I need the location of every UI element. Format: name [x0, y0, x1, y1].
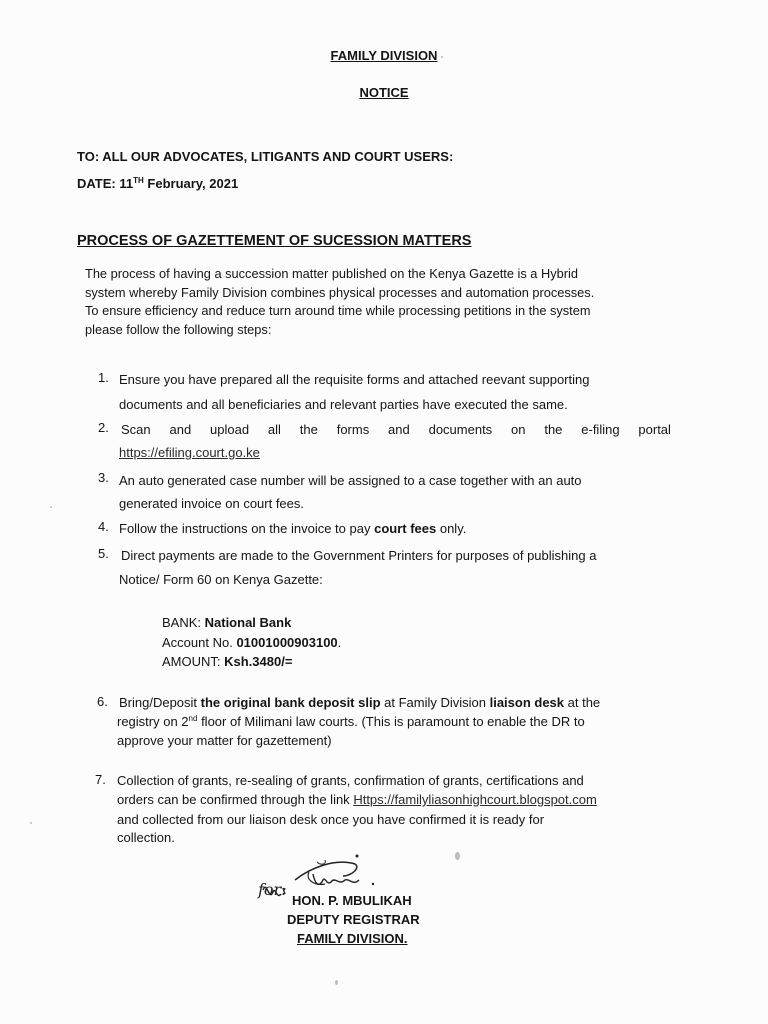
step-number: 3. — [98, 470, 109, 485]
step-6-text: at Family Division — [380, 695, 490, 710]
intro-line: To ensure efficiency and reduce turn around time while processing petitions in the system — [85, 303, 591, 318]
intro-paragraph — [85, 265, 685, 339]
intro-line: please follow the following steps: — [85, 321, 272, 337]
step-2-word: upload — [210, 422, 250, 437]
step-5-line-1: Direct payments are made to the Government Printers for purposes of publishing a — [121, 548, 597, 563]
for-mark: for: — [258, 880, 287, 899]
step-7-line-4: collection. — [117, 830, 175, 845]
step-7-line-2 — [117, 792, 597, 807]
step-7-line-1: Collection of grants, re-sealing of grants, confirmation of grants, certifications and — [117, 773, 584, 788]
step-2-line-1 — [121, 422, 671, 437]
step-number: 7. — [95, 772, 106, 787]
court-fees-emphasis: court fees — [374, 521, 437, 536]
step-7-text: orders can be confirmed through the link — [117, 792, 354, 807]
step-6-text: floor of Milimani law courts. (This is paramount to enable the DR to — [197, 714, 585, 729]
step-2-word: forms — [336, 422, 370, 437]
account-value: 01001000903100 — [236, 635, 338, 650]
step-2-word: documents — [428, 422, 493, 437]
step-1-line-1: Ensure you have prepared all the requisite forms and attached reevant supporting — [119, 372, 590, 387]
step-6-line-3: approve your matter for gazettement) — [117, 733, 332, 748]
signatory-division: FAMILY DIVISION. — [297, 931, 408, 946]
step-2-word: e-filing — [581, 422, 620, 437]
account-end: . — [337, 635, 342, 650]
amount-line — [162, 654, 292, 669]
step-2-word: Scan — [121, 422, 151, 437]
notice-heading: NOTICE — [359, 85, 409, 100]
step-number: 1. — [98, 370, 109, 385]
date-line — [77, 176, 238, 191]
step-1-line-2: documents and all beneficiaries and relevant parties have executed the same. — [119, 397, 568, 412]
scan-speck — [30, 822, 32, 824]
account-line — [162, 635, 341, 650]
step-number: 2. — [98, 420, 109, 435]
step-2-word: the — [544, 422, 563, 437]
efiling-portal-link[interactable]: https://efiling.court.go.ke — [119, 445, 260, 460]
step-4-line — [119, 521, 466, 536]
liaison-desk-emphasis: liaison desk — [489, 695, 565, 710]
process-title: PROCESS OF GAZETTEMENT OF SUCESSION MATTERS — [77, 233, 472, 249]
step-number: 4. — [98, 519, 109, 534]
step-number: 6. — [97, 694, 108, 709]
scan-speck — [50, 506, 52, 508]
step-2-word: and — [169, 422, 192, 437]
amount-value: Ksh.3480/= — [224, 654, 293, 669]
step-6-text: registry on 2 — [117, 714, 189, 729]
step-5-line-2: Notice/ Form 60 on Kenya Gazette: — [119, 572, 323, 587]
step-number: 5. — [98, 546, 109, 561]
step-2-word: portal — [638, 422, 671, 437]
signatory-role: DEPUTY REGISTRAR — [287, 912, 420, 927]
step-2-word: on — [511, 422, 526, 437]
bank-value: National Bank — [204, 615, 292, 630]
account-label: Account No. — [162, 635, 237, 650]
recipients-line: TO: ALL OUR ADVOCATES, LITIGANTS AND COURT USERS: — [77, 149, 454, 164]
signatory-name: HON. P. MBULIKAH — [292, 893, 412, 908]
step-3-line-2: generated invoice on court fees. — [119, 496, 305, 511]
step-6-text: at the — [564, 695, 601, 710]
step-2-word: all — [267, 422, 281, 437]
date-prefix: DATE: 11 — [77, 176, 134, 191]
date-suffix: February, 2021 — [143, 176, 239, 191]
scan-speck — [441, 56, 443, 58]
amount-label: AMOUNT: — [162, 654, 225, 669]
intro-line: system whereby Family Division combines physical processes and automation processes. — [85, 284, 595, 300]
step-7-line-3: and collected from our liaison desk once you have confirmed it is ready for — [117, 812, 545, 827]
scan-speck — [335, 980, 338, 985]
deposit-slip-emphasis: the original bank deposit slip — [200, 695, 381, 710]
step-2-word: the — [299, 422, 318, 437]
bank-line — [162, 615, 291, 630]
division-heading: FAMILY DIVISION — [330, 48, 438, 63]
intro-line: The process of having a succession matter published on the Kenya Gazette is a Hybrid — [85, 266, 578, 281]
step-2-word: and — [388, 422, 410, 437]
step-4-end: only. — [436, 521, 467, 536]
scan-speck — [455, 852, 460, 860]
floor-superscript: nd — [188, 714, 198, 723]
bank-label: BANK: — [162, 615, 205, 630]
step-6-line-2 — [117, 714, 585, 729]
step-3-line-1: An auto generated case number will be assigned to a case together with an auto — [119, 473, 582, 488]
step-6-line-1 — [119, 695, 600, 710]
date-superscript: TH — [133, 176, 144, 185]
liaison-blog-link[interactable]: Https://familyliasonhighcourt.blogspot.com — [353, 792, 597, 807]
step-6-text: Bring/Deposit — [119, 695, 201, 710]
step-4-text: Follow the instructions on the invoice to pay — [119, 521, 375, 536]
